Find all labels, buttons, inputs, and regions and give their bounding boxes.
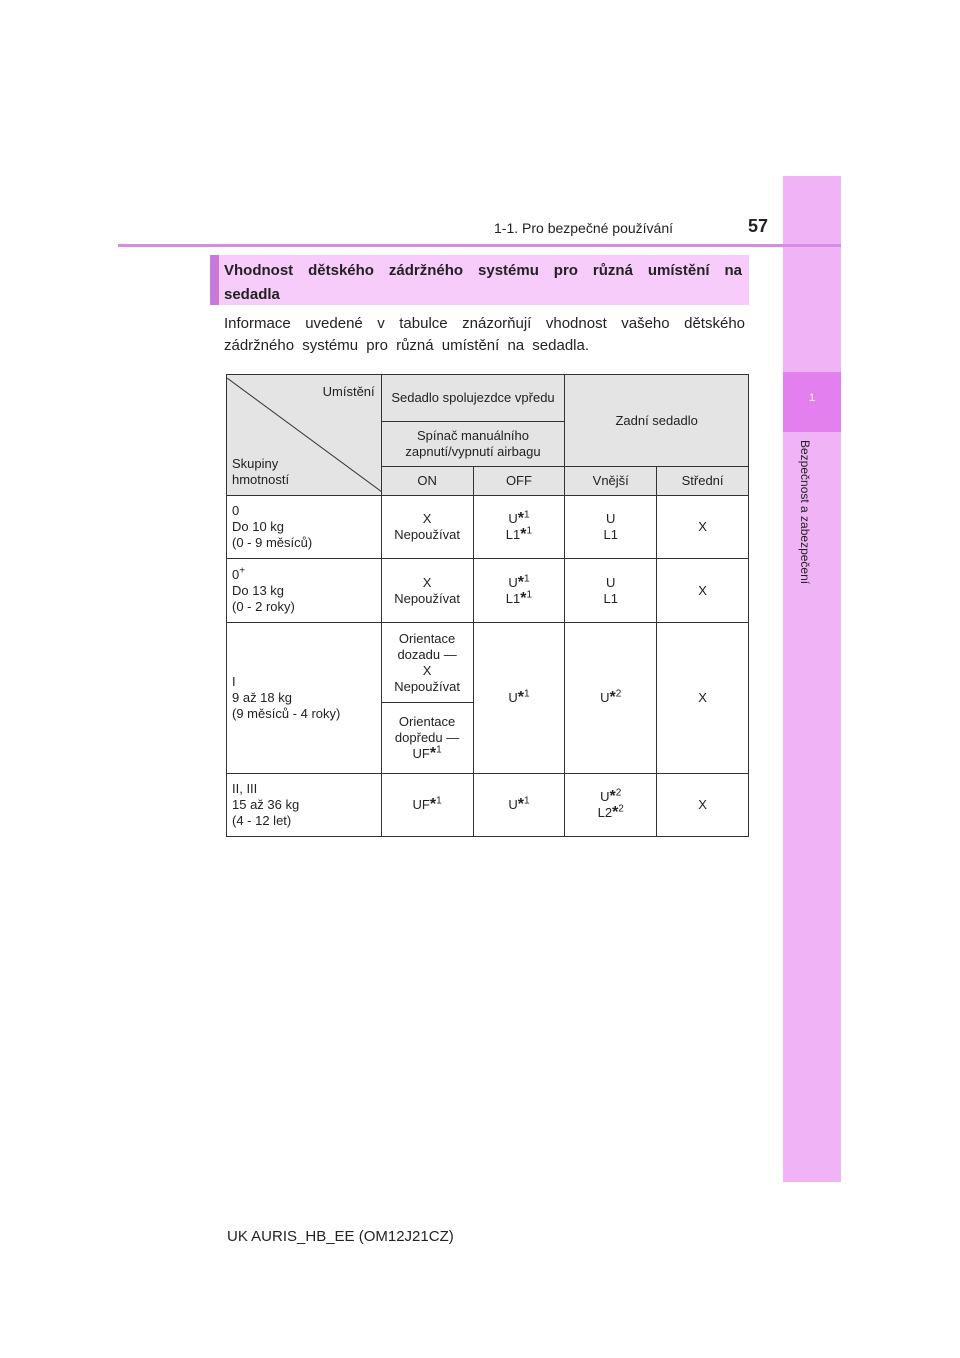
on-cell: X Nepoužívat xyxy=(381,496,473,559)
on-cell: X Nepoužívat xyxy=(381,559,473,623)
chapter-label: Bezpečnost a zabezpečení xyxy=(798,440,812,585)
middle-cell: X xyxy=(657,496,749,559)
chapter-side-tab xyxy=(783,176,841,1182)
outer-cell: U*$^2$ L2*$^2$ xyxy=(565,774,657,837)
col-outer-header: Vnější xyxy=(565,467,657,496)
group-cell: I 9 až 18 kg (9 měsíců - 4 roky) xyxy=(227,623,382,774)
seat-suitability-table xyxy=(226,374,749,837)
table-row xyxy=(227,559,749,623)
chapter-number: 1 xyxy=(808,392,816,404)
table-row xyxy=(227,774,749,837)
outer-cell: U*$^2$ xyxy=(565,623,657,774)
corner-header-cell xyxy=(227,375,382,496)
rear-seat-header: Zadní sedadlo xyxy=(565,375,749,467)
header-divider xyxy=(118,244,841,247)
outer-cell: U L1 xyxy=(565,559,657,623)
chapter-number-tab xyxy=(783,372,841,432)
middle-cell: X xyxy=(657,623,749,774)
off-cell: U*$^1$ xyxy=(473,623,565,774)
corner-position-label: Umístění xyxy=(322,384,375,399)
airbag-switch-header: Spínač manuálního zapnutí/vypnutí airbagu xyxy=(381,422,565,467)
middle-cell: X xyxy=(657,774,749,837)
middle-cell: X xyxy=(657,559,749,623)
table-row xyxy=(227,496,749,559)
on-forward-facing-cell: Orientace dopředu — UF*$^1$ xyxy=(381,703,473,774)
section-heading: 1-1. Pro bezpečné používání xyxy=(494,220,674,236)
page-number: 57 xyxy=(748,216,769,236)
title-accent-bar xyxy=(210,255,219,305)
group-cell: 0+ Do 13 kg (0 - 2 roky) xyxy=(227,559,382,623)
intro-paragraph: Informace uvedené v tabulce znázorňují vhodnost vašeho dětského zádržného systému pro různá umístění na sedadla. xyxy=(224,315,745,354)
off-cell: U*$^1$ xyxy=(473,774,565,837)
section-title: Vhodnost dětského zádržného systému pro různá umístění na sedadla xyxy=(224,262,742,303)
table-row xyxy=(227,623,749,703)
col-on-header: ON xyxy=(381,467,473,496)
off-cell: U*$^1$ L1*$^1$ xyxy=(473,496,565,559)
front-seat-header: Sedadlo spolujezdce vpředu xyxy=(381,375,565,422)
col-off-header: OFF xyxy=(473,467,565,496)
group-cell: 0 Do 10 kg (0 - 9 měsíců) xyxy=(227,496,382,559)
corner-group-label: Skupiny hmotností xyxy=(232,456,290,487)
col-middle-header: Střední xyxy=(657,467,749,496)
on-cell: UF*$^1$ xyxy=(381,774,473,837)
off-cell: U*$^1$ L1*$^1$ xyxy=(473,559,565,623)
group-cell: II, III 15 až 36 kg (4 - 12 let) xyxy=(227,774,382,837)
footer-model-code: UK AURIS_HB_EE (OM12J21CZ) xyxy=(227,1228,454,1245)
outer-cell: U L1 xyxy=(565,496,657,559)
on-rear-facing-cell: Orientace dozadu — X Nepoužívat xyxy=(381,623,473,703)
